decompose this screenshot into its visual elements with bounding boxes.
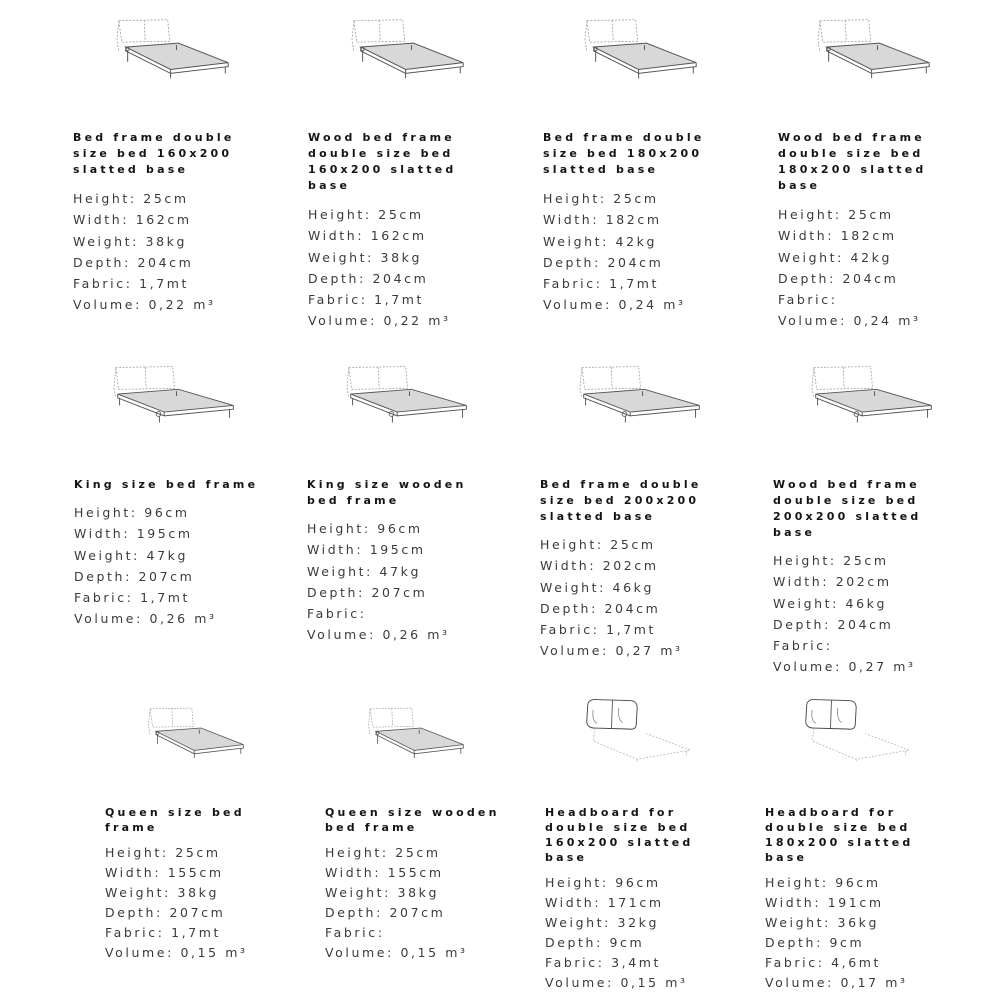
- spec-weight: Weight: 36kg: [765, 915, 880, 930]
- wooden-bed-frame-icon: [810, 364, 938, 426]
- spec-depth: Depth: 207cm: [307, 584, 428, 600]
- spec-height: Height: 25cm: [105, 845, 221, 860]
- spec-weight: Weight: 42kg: [543, 233, 658, 249]
- spec-width: Width: 191cm: [765, 895, 884, 910]
- headboard-icon: [803, 696, 913, 762]
- spec-width: Width: 195cm: [74, 526, 193, 542]
- spec-weight: Weight: 46kg: [773, 595, 888, 611]
- spec-weight: Weight: 46kg: [540, 579, 655, 595]
- spec-depth: Depth: 204cm: [778, 270, 899, 286]
- spec-height: Height: 25cm: [73, 191, 189, 206]
- queen-wooden-bed-frame-icon: [366, 702, 470, 764]
- spec-height: Height: 25cm: [325, 845, 441, 860]
- product-title: Wood bed frame double size bed 160x200 slatted base: [308, 131, 457, 192]
- spec-height: Height: 25cm: [540, 537, 656, 552]
- spec-depth: Depth: 207cm: [105, 905, 226, 920]
- spec-fabric: Fabric: 1,7mt: [73, 276, 190, 292]
- spec-width: Width: 162cm: [308, 228, 427, 244]
- headboard-icon: [584, 696, 694, 762]
- product-title: Queen size wooden bed frame: [325, 806, 500, 834]
- spec-volume: Volume: 0,27 m³: [540, 643, 683, 659]
- spec-weight: Weight: 38kg: [308, 249, 423, 265]
- spec-height: Height: 96cm: [545, 875, 661, 890]
- spec-width: Width: 195cm: [307, 542, 426, 558]
- spec-fabric: Fabric: 1,7mt: [308, 292, 425, 308]
- spec-volume: Volume: 0,22 m³: [73, 297, 216, 313]
- bed-frame-icon: [582, 18, 704, 80]
- spec-depth: Depth: 9cm: [545, 935, 645, 950]
- spec-list: [765, 873, 908, 993]
- spec-list: [74, 502, 217, 630]
- product-title: King size bed frame: [74, 478, 259, 491]
- spec-depth: Depth: 204cm: [73, 254, 194, 270]
- spec-volume: Volume: 0,17 m³: [765, 975, 908, 990]
- spec-height: Height: 25cm: [543, 191, 659, 206]
- spec-depth: Depth: 204cm: [308, 270, 429, 286]
- spec-fabric: Fabric: 1,7mt: [540, 622, 657, 638]
- spec-list: [543, 188, 686, 316]
- spec-list: [545, 873, 688, 993]
- spec-volume: Volume: 0,24 m³: [778, 313, 921, 329]
- wooden-bed-frame-icon: [815, 18, 937, 80]
- spec-volume: Volume: 0,27 m³: [773, 659, 916, 675]
- spec-volume: Volume: 0,15 m³: [325, 945, 468, 960]
- spec-width: Width: 171cm: [545, 895, 664, 910]
- spec-fabric: Fabric:: [325, 925, 385, 940]
- spec-fabric: Fabric: 1,7mt: [543, 276, 660, 292]
- bed-frame-icon: [114, 18, 236, 80]
- spec-list: [105, 843, 248, 963]
- spec-list: [308, 204, 451, 332]
- spec-height: Height: 96cm: [74, 505, 190, 520]
- spec-fabric: Fabric: 1,7mt: [105, 925, 222, 940]
- spec-list: [325, 843, 468, 963]
- spec-height: Height: 25cm: [778, 207, 894, 222]
- spec-height: Height: 96cm: [307, 521, 423, 536]
- queen-bed-frame-icon: [146, 702, 250, 764]
- king-wooden-bed-frame-icon: [345, 364, 473, 426]
- product-title: Headboard for double size bed 180x200 slatted base: [765, 806, 914, 864]
- king-bed-frame-icon: [112, 364, 240, 426]
- product-title: Headboard for double size bed 160x200 slatted base: [545, 806, 694, 864]
- bed-frame-icon: [578, 364, 706, 426]
- spec-depth: Depth: 207cm: [74, 568, 195, 584]
- spec-depth: Depth: 207cm: [325, 905, 446, 920]
- product-title: Queen size bed frame: [105, 806, 245, 834]
- spec-volume: Volume: 0,24 m³: [543, 297, 686, 313]
- spec-fabric: Fabric: 1,7mt: [74, 590, 191, 606]
- spec-weight: Weight: 47kg: [307, 563, 422, 579]
- product-title: Wood bed frame double size bed 200x200 slatted base: [773, 478, 922, 539]
- spec-width: Width: 162cm: [73, 212, 192, 228]
- spec-volume: Volume: 0,26 m³: [74, 611, 217, 627]
- spec-list: [540, 534, 683, 662]
- spec-volume: Volume: 0,15 m³: [545, 975, 688, 990]
- spec-depth: Depth: 204cm: [540, 600, 661, 616]
- spec-weight: Weight: 38kg: [325, 885, 440, 900]
- spec-volume: Volume: 0,15 m³: [105, 945, 248, 960]
- spec-weight: Weight: 47kg: [74, 547, 189, 563]
- spec-depth: Depth: 204cm: [543, 254, 664, 270]
- spec-weight: Weight: 38kg: [105, 885, 220, 900]
- spec-depth: Depth: 204cm: [773, 616, 894, 632]
- product-title: King size wooden bed frame: [307, 478, 467, 507]
- spec-fabric: Fabric: 3,4mt: [545, 955, 662, 970]
- spec-height: Height: 25cm: [773, 553, 889, 568]
- spec-list: [773, 550, 916, 678]
- spec-list: [307, 518, 450, 646]
- spec-width: Width: 182cm: [543, 212, 662, 228]
- spec-height: Height: 25cm: [308, 207, 424, 222]
- spec-depth: Depth: 9cm: [765, 935, 865, 950]
- spec-width: Width: 155cm: [325, 865, 444, 880]
- spec-fabric: Fabric:: [773, 638, 833, 654]
- product-title: Bed frame double size bed 180x200 slatted base: [543, 131, 705, 176]
- spec-list: [73, 188, 216, 316]
- spec-fabric: Fabric: 4,6mt: [765, 955, 882, 970]
- spec-width: Width: 202cm: [540, 558, 659, 574]
- spec-width: Width: 155cm: [105, 865, 224, 880]
- spec-weight: Weight: 42kg: [778, 249, 893, 265]
- spec-volume: Volume: 0,26 m³: [307, 627, 450, 643]
- spec-weight: Weight: 38kg: [73, 233, 188, 249]
- spec-volume: Volume: 0,22 m³: [308, 313, 451, 329]
- product-title: Wood bed frame double size bed 180x200 slatted base: [778, 131, 927, 192]
- spec-weight: Weight: 32kg: [545, 915, 660, 930]
- spec-height: Height: 96cm: [765, 875, 881, 890]
- product-title: Bed frame double size bed 160x200 slatted base: [73, 131, 235, 176]
- spec-list: [778, 204, 921, 332]
- spec-fabric: Fabric:: [778, 292, 838, 308]
- spec-fabric: Fabric:: [307, 606, 367, 622]
- spec-width: Width: 182cm: [778, 228, 897, 244]
- spec-width: Width: 202cm: [773, 574, 892, 590]
- product-title: Bed frame double size bed 200x200 slatted base: [540, 478, 702, 523]
- wooden-bed-frame-icon: [349, 18, 471, 80]
